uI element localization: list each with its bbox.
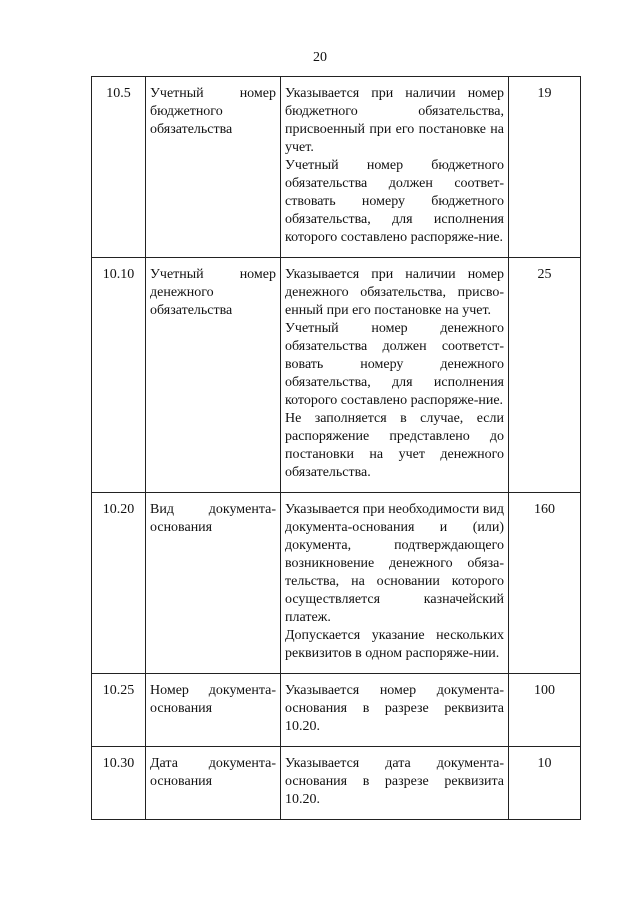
description-paragraph: Указывается при наличии номер денежного обязательства, присво-енный при его постановке на учет. [285,267,504,318]
table-row [92,258,581,493]
requisite-length: 25 [509,258,581,493]
description-paragraph: Допускается указание нескольких реквизитов в одном распоряже-нии. [285,628,504,661]
requisite-name: Учетный номер денежного обязательства [146,258,281,493]
description-paragraph: Учетный номер денежного обязательства должен соответст-вовать номеру денежного обязательства, для исполнения которого составлено распоряже-ние. [285,321,504,408]
requisite-description [281,77,509,258]
table-row [92,77,581,258]
description-paragraph: Указывается при наличии номер бюджетного обязательства, присвоенный при его постановке на учет. [285,86,504,155]
requisite-code: 10.10 [92,258,146,493]
requisite-code: 10.25 [92,674,146,747]
table-row [92,674,581,747]
requisite-description [281,258,509,493]
requisite-length: 100 [509,674,581,747]
page-number: 20 [313,50,327,65]
description-paragraph: Указывается дата документа-основания в разрезе реквизита 10.20. [285,756,504,807]
table-row [92,493,581,674]
requisite-name: Учетный номер бюджетного обязательства [146,77,281,258]
description-paragraph: Не заполняется в случае, если распоряжение представлено до постановки на учет денежного обязательства. [285,411,504,480]
requisite-code: 10.30 [92,747,146,820]
description-paragraph: Учетный номер бюджетного обязательства должен соответ-ствовать номеру бюджетного обязательства, для исполнения которого составлено распоряже-ние. [285,158,504,245]
requisite-description [281,747,509,820]
description-paragraph: Указывается номер документа-основания в разрезе реквизита 10.20. [285,683,504,734]
requisite-code: 10.20 [92,493,146,674]
table-row [92,747,581,820]
description-paragraph: Указывается при необходимости вид документа-основания и (или) документа, подтверждающего возникновение денежного обяза-тельства, на основании которого осуществляется казначейский платеж. [285,502,504,625]
requisites-table [91,76,581,820]
requisite-name: Номер документа-основания [146,674,281,747]
requisite-name: Вид документа-основания [146,493,281,674]
requisite-length: 10 [509,747,581,820]
requisite-description [281,674,509,747]
requisite-name: Дата документа-основания [146,747,281,820]
requisite-length: 19 [509,77,581,258]
requisite-description [281,493,509,674]
requisite-code: 10.5 [92,77,146,258]
requisite-length: 160 [509,493,581,674]
